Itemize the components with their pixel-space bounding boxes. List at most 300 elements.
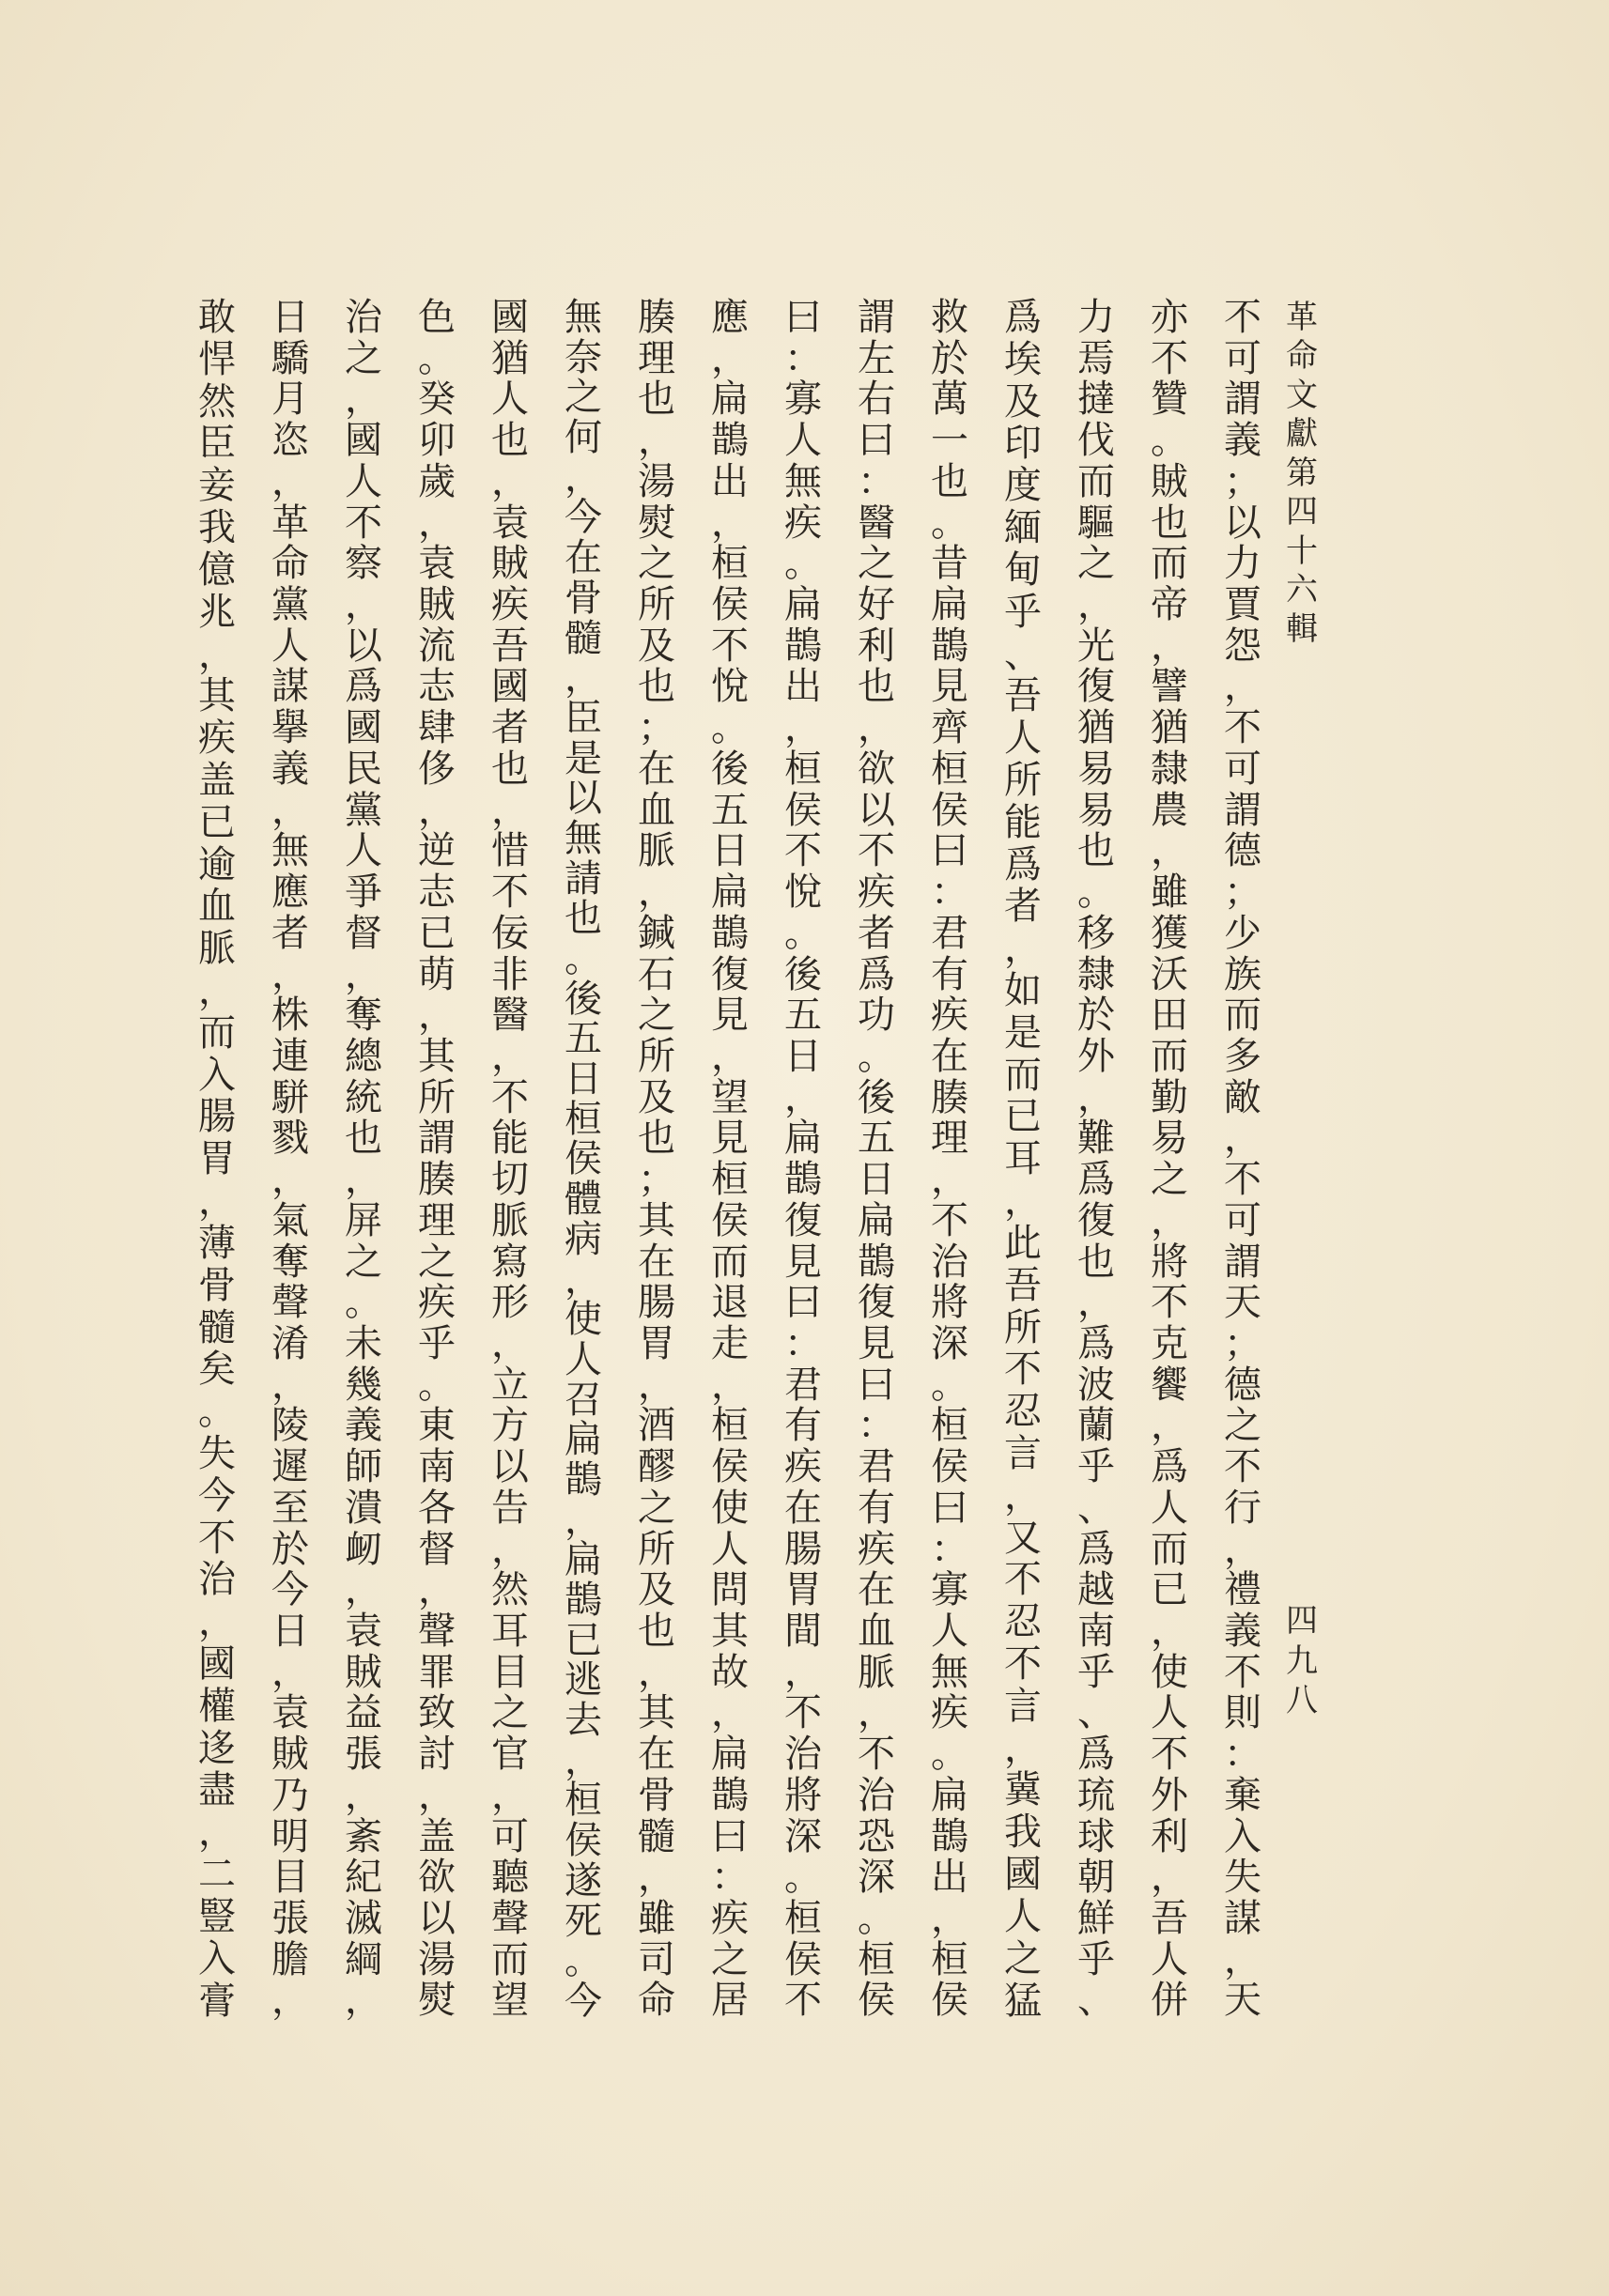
glyph: 也: [491, 419, 529, 463]
glyph: 人: [1004, 717, 1042, 761]
glyph: 復: [1077, 665, 1115, 709]
glyph: ，: [345, 1979, 382, 2023]
glyph: 已: [1004, 1095, 1042, 1139]
glyph: 腸: [638, 1281, 675, 1325]
glyph: ；: [638, 706, 675, 750]
glyph: 也: [638, 1610, 675, 1653]
glyph: ，: [565, 1257, 602, 1302]
glyph: 目: [491, 1650, 529, 1694]
glyph: 難: [1077, 1117, 1115, 1161]
glyph: 出: [711, 459, 749, 503]
glyph: ，: [345, 1773, 382, 1817]
glyph: 其: [711, 1610, 749, 1653]
glyph: 見: [931, 665, 968, 709]
glyph: 寫: [491, 1240, 529, 1284]
glyph: ；: [638, 1158, 675, 1202]
glyph: 所: [638, 583, 675, 627]
glyph: 入: [1224, 1814, 1261, 1858]
glyph: 臣: [198, 422, 236, 466]
glyph: 形: [491, 1281, 529, 1325]
glyph: 其: [638, 1198, 675, 1242]
glyph: 入: [198, 1053, 236, 1097]
glyph: 所: [638, 1034, 675, 1078]
glyph: 國: [1004, 1853, 1042, 1897]
glyph: 深: [931, 1321, 968, 1365]
running-header: [1279, 299, 1324, 649]
glyph: ，: [345, 378, 382, 422]
glyph: 也: [638, 665, 675, 709]
glyph: 如: [1004, 969, 1042, 1012]
glyph: ，: [1151, 1856, 1188, 1900]
glyph: ：: [711, 1856, 749, 1900]
glyph: 甸: [1004, 547, 1042, 592]
glyph: 不: [491, 871, 529, 915]
glyph: 也: [858, 665, 895, 709]
glyph: 立: [491, 1363, 529, 1407]
glyph: 醫: [491, 994, 529, 1038]
glyph: 權: [198, 1684, 236, 1728]
glyph: 猶: [491, 336, 529, 380]
glyph: 擧: [271, 706, 309, 750]
glyph: ，: [491, 1034, 529, 1078]
glyph: 胃: [638, 1321, 675, 1365]
glyph: 之: [418, 1240, 456, 1284]
glyph: ，: [198, 1179, 236, 1224]
text-column-4: [998, 296, 1047, 2023]
glyph: 力: [1224, 542, 1261, 586]
glyph: ：: [931, 871, 968, 915]
glyph: 侯: [711, 1445, 749, 1489]
glyph: 人: [565, 1337, 602, 1381]
glyph: 豎: [198, 1894, 236, 1938]
glyph: 悍: [198, 337, 236, 381]
glyph: 球: [1077, 1814, 1115, 1858]
glyph: ，: [1224, 1527, 1261, 1571]
glyph: 獲: [1151, 911, 1188, 955]
glyph: 然: [198, 379, 236, 424]
glyph: 未: [345, 1321, 382, 1365]
glyph: 在: [565, 536, 602, 580]
glyph: 逃: [565, 1658, 602, 1703]
glyph: 志: [418, 871, 456, 915]
glyph: 使: [565, 1298, 602, 1342]
glyph: 義: [345, 1404, 382, 1448]
glyph: ，: [711, 1034, 749, 1078]
glyph: 易: [1077, 747, 1115, 791]
glyph: 曰: [711, 1814, 749, 1858]
glyph: 不: [1224, 296, 1261, 339]
glyph: 胃: [198, 1137, 236, 1181]
glyph: 。: [711, 706, 749, 750]
glyph: 無: [565, 816, 602, 860]
glyph: 十: [1286, 532, 1318, 570]
glyph: 國: [198, 1642, 236, 1686]
glyph: ，: [1004, 1473, 1042, 1518]
glyph: 及: [638, 1568, 675, 1612]
glyph: 不: [858, 1733, 895, 1777]
glyph: 。: [198, 1390, 236, 1434]
glyph: 可: [1224, 336, 1261, 380]
glyph: 血: [638, 788, 675, 832]
glyph: 而: [1151, 1527, 1188, 1571]
glyph: 以: [345, 624, 382, 668]
glyph: 爭: [345, 871, 382, 915]
glyph: 已: [565, 1618, 602, 1662]
glyph: 然: [491, 1568, 529, 1612]
glyph: 氣: [271, 1198, 309, 1242]
glyph: 謂: [858, 296, 895, 339]
glyph: 爲: [1004, 296, 1042, 339]
glyph: 日: [271, 296, 309, 339]
glyph: 日: [858, 1158, 895, 1202]
glyph: 力: [1077, 296, 1115, 339]
glyph: 日: [565, 1057, 602, 1102]
glyph: 及: [1004, 379, 1042, 424]
glyph: 乎: [1004, 590, 1042, 634]
glyph: ，: [418, 1773, 456, 1817]
glyph: ，: [271, 459, 309, 503]
glyph: 德: [1224, 1363, 1261, 1407]
glyph: 復: [1077, 1198, 1115, 1242]
glyph: 之: [345, 336, 382, 380]
glyph: ，: [784, 706, 822, 750]
glyph: 已: [1151, 1568, 1188, 1612]
glyph: 髓: [565, 616, 602, 660]
glyph: 能: [1004, 800, 1042, 844]
glyph: 恣: [271, 419, 309, 463]
glyph: 謂: [418, 1117, 456, 1161]
glyph: 袁: [271, 1691, 309, 1735]
glyph: 饗: [1151, 1363, 1188, 1407]
glyph: 不: [931, 1198, 968, 1242]
glyph: 使: [711, 1486, 749, 1530]
glyph: 疾: [491, 583, 529, 627]
glyph: 之: [638, 1486, 675, 1530]
glyph: ，: [1151, 624, 1188, 668]
glyph: 益: [345, 1691, 382, 1735]
glyph: 五: [565, 1017, 602, 1061]
glyph: 鵲: [858, 1240, 895, 1284]
glyph: 吾: [1004, 674, 1042, 718]
glyph: 四: [1286, 493, 1318, 532]
glyph: 問: [711, 1568, 749, 1612]
glyph: 盡: [198, 1768, 236, 1812]
glyph: 人: [931, 1610, 968, 1653]
glyph: 謂: [1224, 1240, 1261, 1284]
glyph: 使: [1151, 1650, 1188, 1694]
glyph: 盖: [418, 1814, 456, 1858]
glyph: 扁: [931, 583, 968, 627]
glyph: 而: [1151, 542, 1188, 586]
glyph: 族: [1224, 952, 1261, 996]
glyph: 印: [1004, 422, 1042, 466]
glyph: 望: [711, 1075, 749, 1119]
glyph: 妾: [198, 464, 236, 508]
glyph: 膏: [198, 1979, 236, 2023]
glyph: 故: [711, 1650, 749, 1694]
glyph: 爲: [858, 952, 895, 996]
glyph: 之: [638, 994, 675, 1038]
glyph: 腸: [784, 1527, 822, 1571]
glyph: 不: [784, 1979, 822, 2023]
glyph: 疾: [711, 1897, 749, 1941]
glyph: 腸: [198, 1095, 236, 1139]
glyph: 不: [1224, 706, 1261, 750]
glyph: 好: [858, 583, 895, 627]
glyph: ：: [784, 336, 822, 380]
glyph: 則: [1224, 1691, 1261, 1735]
glyph: 在: [638, 1240, 675, 1284]
glyph: 扁: [711, 1733, 749, 1777]
glyph: 鵲: [711, 911, 749, 955]
glyph: 功: [858, 994, 895, 1038]
glyph: ，: [1077, 1281, 1115, 1325]
glyph: 此: [1004, 1221, 1042, 1265]
glyph: 屏: [345, 1198, 382, 1242]
glyph: 走: [711, 1321, 749, 1365]
glyph: 奪: [271, 1240, 309, 1284]
glyph: 侯: [931, 788, 968, 832]
glyph: 賊: [271, 1733, 309, 1777]
glyph: 伐: [1077, 419, 1115, 463]
glyph: ，: [1004, 1179, 1042, 1224]
glyph: 曰: [784, 1281, 822, 1325]
glyph: 命: [1286, 337, 1318, 376]
glyph: 利: [858, 624, 895, 668]
glyph: 亦: [1151, 296, 1188, 339]
glyph: 人: [491, 378, 529, 422]
glyph: ，: [1077, 1075, 1115, 1119]
glyph: 一: [931, 419, 968, 463]
text-column-8: [705, 296, 754, 2023]
glyph: 桓: [784, 747, 822, 791]
glyph: 譬: [1151, 665, 1188, 709]
glyph: 不: [1004, 1558, 1042, 1602]
glyph: 張: [271, 1897, 309, 1941]
glyph: 人: [345, 829, 382, 873]
glyph: ，: [711, 501, 749, 545]
glyph: ，: [271, 1363, 309, 1407]
glyph: 。: [931, 1733, 968, 1777]
glyph: 爲: [1077, 1158, 1115, 1202]
glyph: 贊: [1151, 378, 1188, 422]
glyph: 猛: [1004, 1979, 1042, 2023]
glyph: 扁: [565, 1418, 602, 1462]
glyph: ，: [638, 871, 675, 915]
glyph: 義: [1224, 1610, 1261, 1653]
glyph: 幾: [345, 1363, 382, 1407]
glyph: 今: [565, 496, 602, 540]
glyph: 人: [345, 459, 382, 503]
glyph: 骨: [638, 1773, 675, 1817]
glyph: ，: [271, 788, 309, 832]
glyph: 不: [1224, 1650, 1261, 1694]
glyph: 湯: [638, 459, 675, 503]
glyph: 鵲: [711, 1773, 749, 1817]
glyph: 曰: [931, 1486, 968, 1530]
glyph: 。: [565, 1939, 602, 1983]
glyph: 五: [784, 994, 822, 1038]
glyph: 南: [1077, 1610, 1115, 1653]
glyph: 侯: [565, 1137, 602, 1181]
glyph: 敵: [1224, 1075, 1261, 1119]
glyph: 癸: [418, 378, 456, 422]
glyph: ，: [1224, 665, 1261, 709]
glyph: 民: [345, 747, 382, 791]
glyph: 失: [198, 1431, 236, 1475]
glyph: ，: [491, 788, 529, 832]
glyph: 隸: [1151, 747, 1188, 791]
text-column-12: [412, 296, 461, 2023]
glyph: 不: [1004, 1348, 1042, 1392]
glyph: 克: [1151, 1321, 1188, 1365]
glyph: 居: [711, 1979, 749, 2023]
glyph: ，: [565, 455, 602, 500]
glyph: 袁: [418, 542, 456, 586]
glyph: 義: [1224, 419, 1261, 463]
glyph: ，: [1224, 1937, 1261, 1981]
glyph: 焉: [1077, 336, 1115, 380]
glyph: ，: [1077, 583, 1115, 627]
glyph: 也: [345, 1117, 382, 1161]
glyph: 不: [858, 829, 895, 873]
glyph: 督: [345, 911, 382, 955]
glyph: 而: [1224, 994, 1261, 1038]
glyph: 而: [491, 1937, 529, 1981]
glyph: 不: [784, 1691, 822, 1735]
glyph: 在: [638, 1733, 675, 1777]
glyph: 所: [638, 1527, 675, 1571]
glyph: 不: [1151, 336, 1188, 380]
glyph: 寡: [931, 1568, 968, 1612]
glyph: ，: [418, 1568, 456, 1612]
glyph: 歲: [418, 459, 456, 503]
glyph: 者: [1004, 885, 1042, 929]
glyph: 疾: [418, 1281, 456, 1325]
glyph: 將: [1151, 1240, 1188, 1284]
glyph: 言: [1004, 1684, 1042, 1728]
glyph: 疾: [784, 1445, 822, 1489]
glyph: 失: [1224, 1856, 1261, 1900]
glyph: 流: [418, 624, 456, 668]
glyph: 。: [784, 911, 822, 955]
glyph: ；: [1224, 1321, 1261, 1365]
glyph: 淆: [271, 1321, 309, 1365]
glyph: ，: [198, 969, 236, 1012]
glyph: 聲: [418, 1610, 456, 1653]
page-number: [1279, 1601, 1324, 1721]
glyph: 理: [931, 1117, 968, 1161]
glyph: 。: [931, 1363, 968, 1407]
glyph: 二: [198, 1853, 236, 1897]
glyph: 及: [638, 624, 675, 668]
glyph: 桓: [565, 1097, 602, 1141]
glyph: 疾: [858, 1527, 895, 1571]
glyph: 其: [418, 1034, 456, 1078]
glyph: 吾: [1151, 1897, 1188, 1941]
glyph: 月: [271, 378, 309, 422]
glyph: 惜: [491, 829, 529, 873]
glyph: 冀: [1004, 1768, 1042, 1812]
glyph: 無: [565, 296, 602, 339]
glyph: 討: [418, 1733, 456, 1777]
glyph: 逾: [198, 842, 236, 886]
glyph: 脈: [491, 1198, 529, 1242]
glyph: 併: [1151, 1979, 1188, 2023]
glyph: 復: [784, 1198, 822, 1242]
glyph: 之: [565, 376, 602, 420]
glyph: 欲: [418, 1856, 456, 1900]
glyph: 鵲: [565, 1457, 602, 1502]
glyph: 後: [565, 977, 602, 1021]
glyph: ，: [345, 583, 382, 627]
glyph: 悅: [784, 871, 822, 915]
glyph: 醫: [858, 501, 895, 545]
glyph: 昔: [931, 542, 968, 586]
glyph: 義: [271, 747, 309, 791]
glyph: 告: [491, 1486, 529, 1530]
glyph: ，: [345, 1158, 382, 1202]
glyph: 隸: [1077, 952, 1115, 996]
glyph: 易: [1151, 1117, 1188, 1161]
glyph: 乎: [1077, 1937, 1115, 1981]
glyph: 桓: [711, 1158, 749, 1202]
glyph: 疾: [784, 501, 822, 545]
glyph: 脈: [858, 1650, 895, 1694]
glyph: 熨: [418, 1979, 456, 2023]
glyph: 衂: [345, 1527, 382, 1571]
glyph: 在: [858, 1568, 895, 1612]
glyph: ，: [418, 994, 456, 1038]
glyph: 扁: [931, 1773, 968, 1817]
glyph: 吾: [491, 624, 529, 668]
glyph: 曰: [931, 829, 968, 873]
glyph: 兆: [198, 590, 236, 634]
glyph: 也: [1151, 501, 1188, 545]
text-column-10: [559, 296, 608, 2023]
glyph: 膽: [271, 1937, 309, 1981]
glyph: 今: [198, 1473, 236, 1518]
glyph: 第: [1286, 454, 1318, 492]
glyph: 國: [345, 419, 382, 463]
glyph: 蘭: [1077, 1404, 1115, 1448]
glyph: 敢: [198, 296, 236, 339]
glyph: 所: [1004, 758, 1042, 802]
glyph: ，: [858, 1691, 895, 1735]
glyph: 奪: [345, 994, 382, 1038]
glyph: 少: [1224, 911, 1261, 955]
glyph: 。: [418, 336, 456, 380]
glyph: 見: [711, 1117, 749, 1161]
glyph: 不: [1224, 1445, 1261, 1489]
glyph: 而: [1077, 459, 1115, 503]
glyph: 駢: [271, 1075, 309, 1119]
glyph: 欲: [858, 747, 895, 791]
glyph: ，: [491, 1527, 529, 1571]
glyph: 召: [565, 1378, 602, 1422]
glyph: 天: [1224, 1979, 1261, 2023]
glyph: 侯: [711, 1198, 749, 1242]
glyph: 波: [1077, 1363, 1115, 1407]
glyph: 行: [1224, 1486, 1261, 1530]
glyph: 侯: [784, 1937, 822, 1981]
glyph: ，: [198, 1600, 236, 1644]
glyph: 怨: [1224, 624, 1261, 668]
glyph: 鍼: [638, 911, 675, 955]
glyph: ，: [1004, 1726, 1042, 1770]
glyph: 紊: [345, 1814, 382, 1858]
glyph: 之: [491, 1691, 529, 1735]
